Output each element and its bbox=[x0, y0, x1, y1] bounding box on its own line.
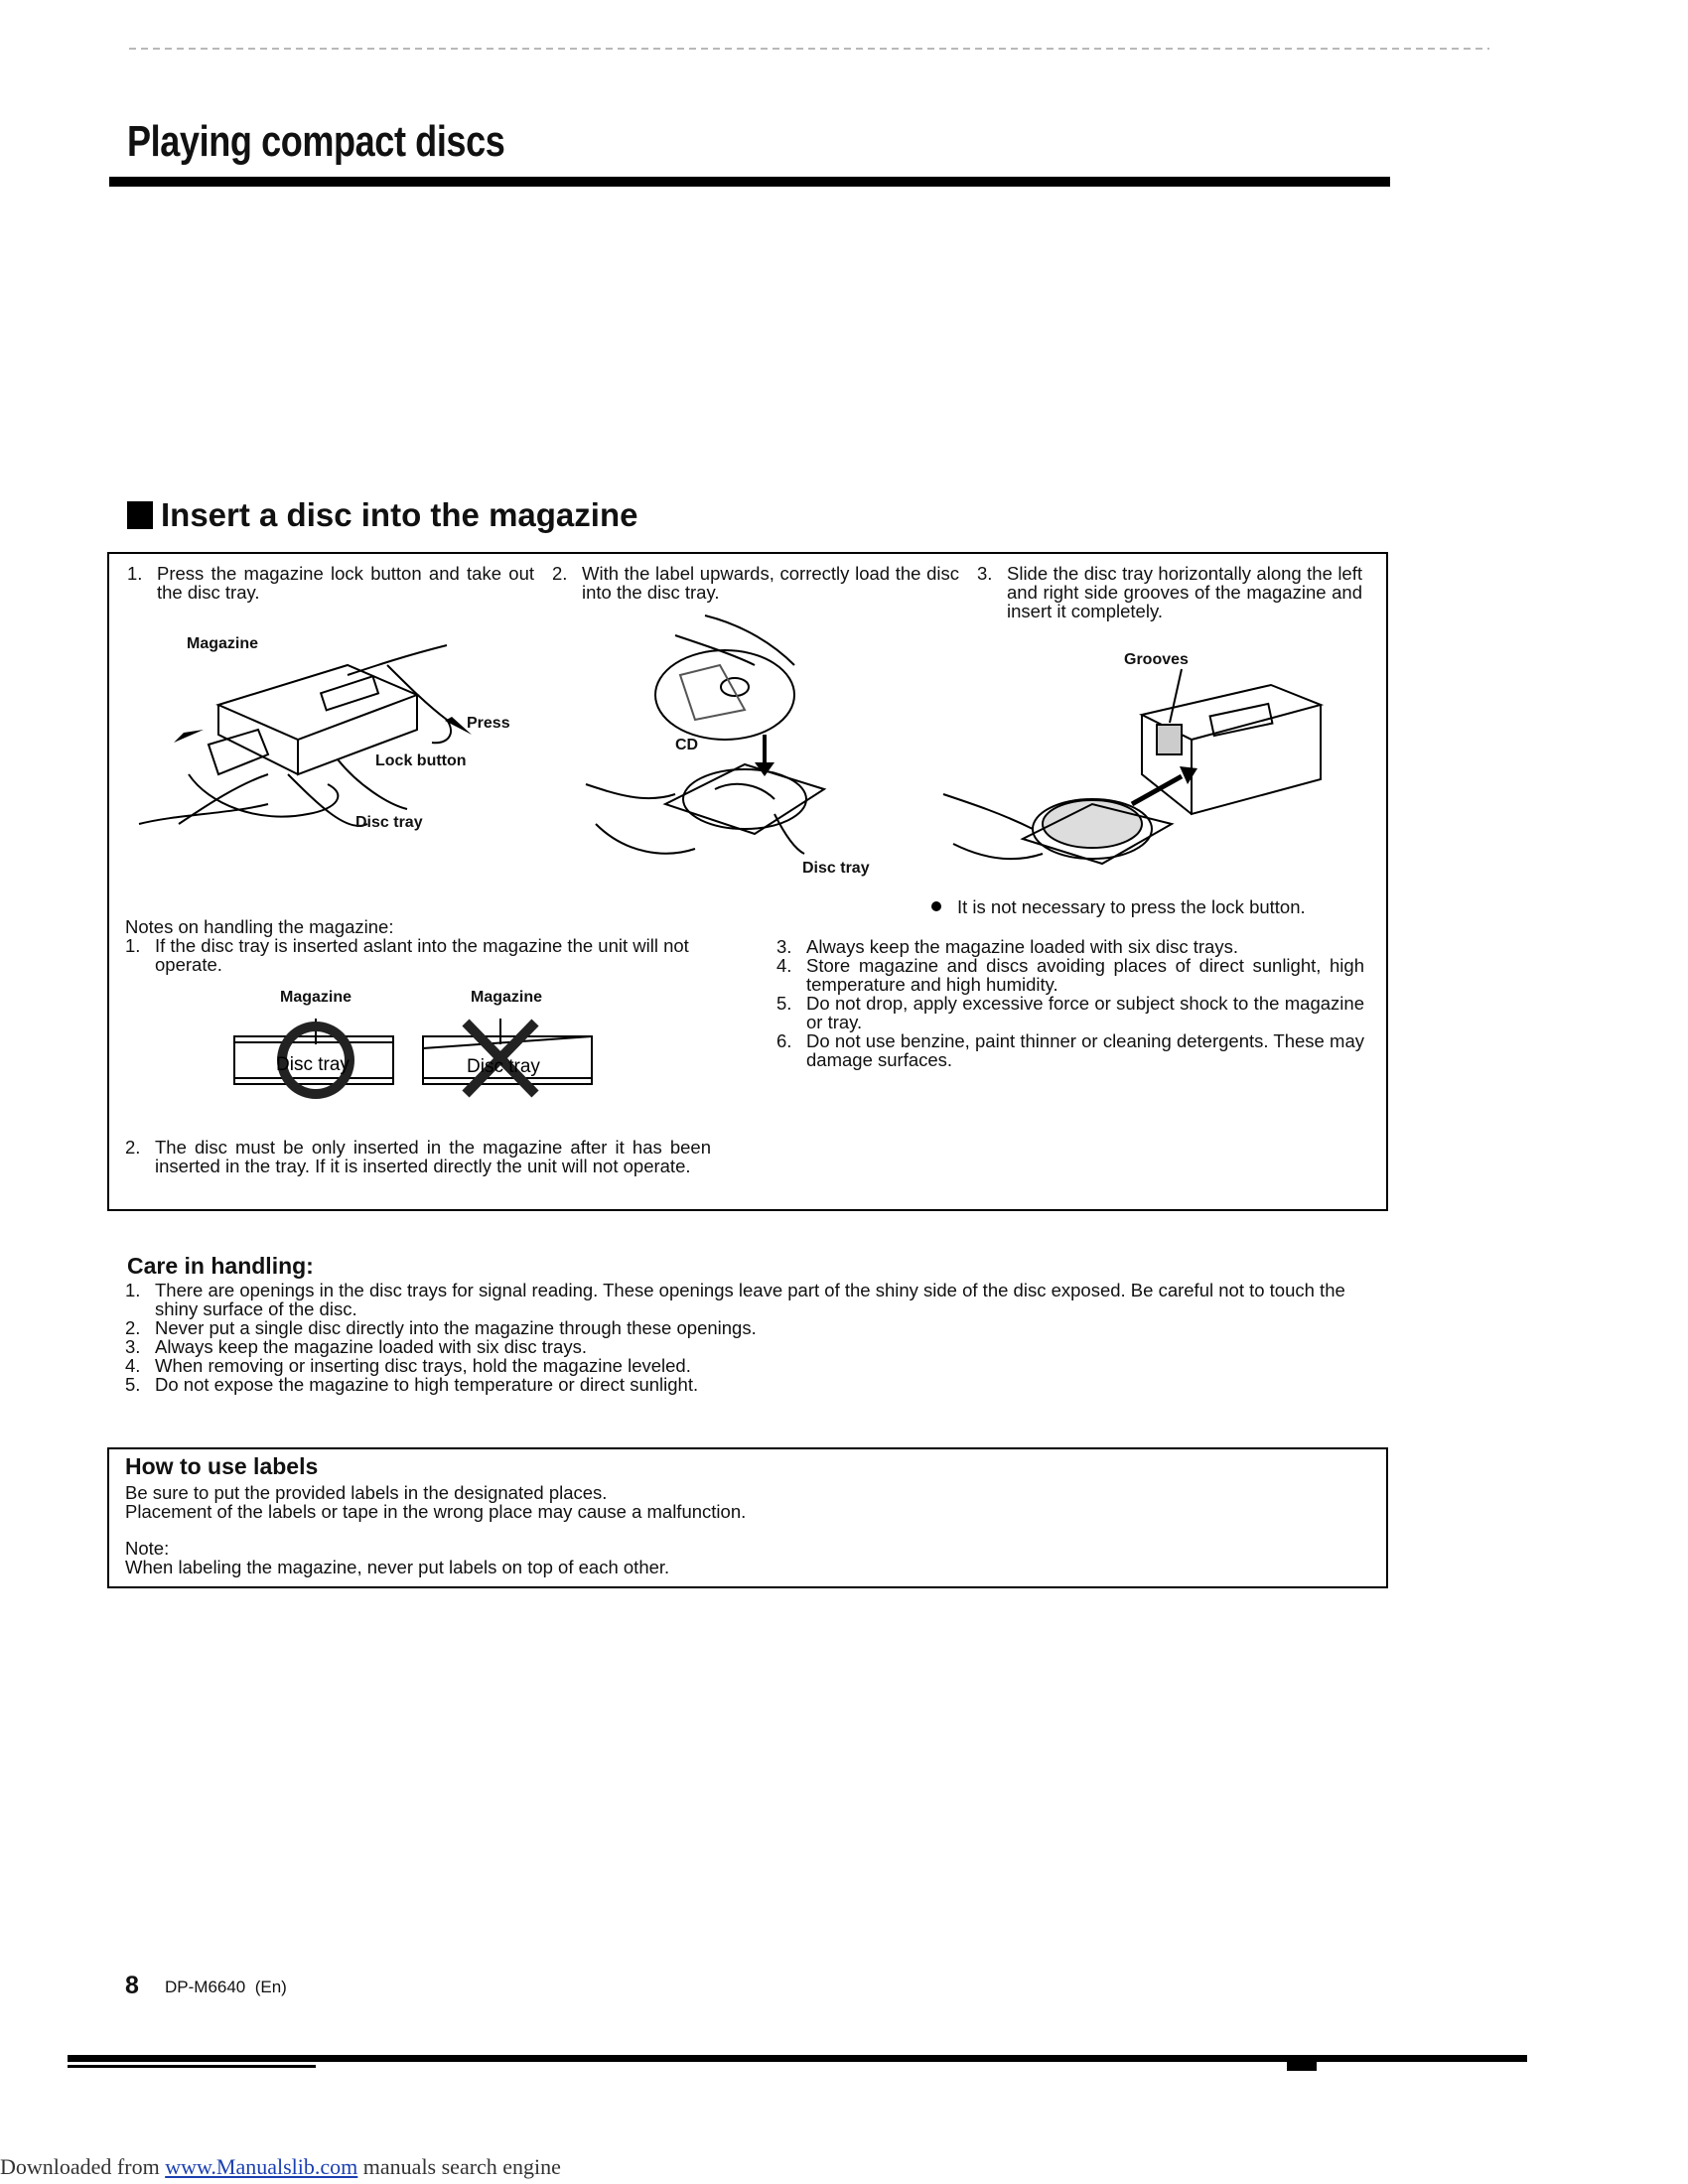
scan-artifact-dashes bbox=[129, 48, 1489, 50]
care-item-5 bbox=[125, 1375, 1366, 1394]
notes-left bbox=[125, 917, 711, 974]
step-1-text: Press the magazine lock button and take out the disc tray. bbox=[157, 563, 534, 603]
care-item-2 bbox=[125, 1318, 1366, 1337]
labels-heading: How to use labels bbox=[125, 1453, 319, 1479]
labels-line-2: Placement of the labels or tape in the wrong place may cause a malfunction. bbox=[125, 1501, 747, 1522]
step-2 bbox=[552, 564, 959, 602]
note-item-3 bbox=[776, 937, 1364, 956]
notes-heading: Notes on handling the magazine: bbox=[125, 916, 394, 937]
care-text: Always keep the magazine loaded with six disc trays. bbox=[155, 1336, 587, 1357]
care-text: There are openings in the disc trays for signal reading. These openings leave part of the shiny side of the disc exposed. Be careful not to touch the shiny surface of the disc. bbox=[155, 1280, 1345, 1319]
bullet-icon bbox=[931, 901, 941, 911]
section-heading bbox=[127, 496, 637, 534]
note-text: Do not drop, apply excessive force or subject shock to the magazine or tray. bbox=[806, 993, 1364, 1032]
step-1-number: 1. bbox=[127, 563, 143, 584]
bullet-note bbox=[931, 897, 1306, 916]
step-3-text: Slide the disc tray horizontally along the left and right side grooves of the magazine and insert it completely. bbox=[1007, 563, 1362, 621]
figure-load-disc bbox=[586, 615, 864, 874]
label-disc-tray-2: Disc tray bbox=[802, 860, 870, 877]
download-prefix: Downloaded from bbox=[0, 2154, 166, 2179]
step-2-text: With the label upwards, correctly load the disc into the disc tray. bbox=[582, 563, 959, 603]
tray-text-incorrect: Disc tray bbox=[467, 1056, 540, 1077]
note-item-2 bbox=[125, 1138, 711, 1175]
note-number: 1. bbox=[125, 935, 141, 956]
step-1 bbox=[127, 564, 534, 602]
care-text: Do not expose the magazine to high temperature or direct sunlight. bbox=[155, 1374, 699, 1395]
label-cd: CD bbox=[675, 737, 699, 753]
note-item-5 bbox=[776, 994, 1364, 1031]
notes-list-left bbox=[125, 936, 711, 974]
label-lock-button: Lock button bbox=[375, 752, 467, 769]
tray-text-correct: Disc tray bbox=[276, 1054, 350, 1075]
footer-rule-accent bbox=[68, 2065, 316, 2068]
step-3 bbox=[977, 564, 1362, 620]
section-title: Insert a disc into the magazine bbox=[161, 496, 638, 533]
labels-line-1: Be sure to put the provided labels in the designated places. bbox=[125, 1482, 608, 1503]
figure-incorrect-insertion bbox=[421, 1009, 600, 1098]
care-number: 2. bbox=[125, 1317, 141, 1338]
note-text: If the disc tray is inserted aslant into the magazine the unit will not operate. bbox=[155, 935, 689, 975]
care-list bbox=[125, 1281, 1366, 1394]
note-text: Always keep the magazine loaded with six disc trays. bbox=[806, 936, 1238, 957]
title-rule bbox=[109, 177, 1390, 187]
care-number: 3. bbox=[125, 1336, 141, 1357]
label-grooves: Grooves bbox=[1124, 651, 1189, 668]
care-text: Never put a single disc directly into the magazine through these openings. bbox=[155, 1317, 757, 1338]
care-text: When removing or inserting disc trays, hold the magazine leveled. bbox=[155, 1355, 691, 1376]
care-number: 5. bbox=[125, 1374, 141, 1395]
model-code bbox=[165, 1978, 287, 1997]
page-title: Playing compact discs bbox=[127, 117, 505, 166]
labels-note-text: When labeling the magazine, never put labels on top of each other. bbox=[125, 1557, 670, 1577]
model-name: DP-M6640 bbox=[165, 1978, 246, 1996]
label-magazine: Magazine bbox=[187, 635, 259, 652]
note-text: The disc must be only inserted in the magazine after it has been inserted in the tray. If it is inserted directly the unit will not operate. bbox=[155, 1137, 711, 1176]
step-3-number: 3. bbox=[977, 563, 993, 584]
note-number: 2. bbox=[125, 1137, 141, 1158]
bullet-note-text: It is not necessary to press the lock button. bbox=[957, 896, 1306, 917]
note-text: Store magazine and discs avoiding places of direct sunlight, high temperature and high humidity. bbox=[806, 955, 1364, 995]
note-item-1 bbox=[125, 936, 711, 974]
care-item-3 bbox=[125, 1337, 1366, 1356]
care-item-1 bbox=[125, 1281, 1366, 1318]
scan-mark bbox=[1287, 2057, 1317, 2071]
label-press: Press bbox=[467, 715, 510, 732]
note-number: 5. bbox=[776, 993, 792, 1014]
download-credit bbox=[0, 2154, 561, 2180]
download-suffix: manuals search engine bbox=[357, 2154, 561, 2179]
figure-remove-tray bbox=[149, 625, 526, 844]
label-magazine-correct: Magazine bbox=[280, 989, 352, 1006]
note-number: 6. bbox=[776, 1030, 792, 1051]
care-heading: Care in handling: bbox=[127, 1253, 314, 1279]
note-number: 4. bbox=[776, 955, 792, 976]
figure-correct-insertion bbox=[226, 1009, 405, 1098]
note-item-6 bbox=[776, 1031, 1364, 1069]
label-magazine-incorrect: Magazine bbox=[471, 989, 543, 1006]
care-number: 4. bbox=[125, 1355, 141, 1376]
care-number: 1. bbox=[125, 1280, 141, 1300]
note-text: Do not use benzine, paint thinner or cleaning detergents. These may damage surfaces. bbox=[806, 1030, 1364, 1070]
figure-slide-tray bbox=[943, 665, 1340, 884]
labels-note-heading: Note: bbox=[125, 1538, 170, 1559]
square-bullet-icon bbox=[127, 501, 153, 529]
notes-right bbox=[776, 937, 1364, 1069]
care-item-4 bbox=[125, 1356, 1366, 1375]
language-code: (En) bbox=[254, 1978, 287, 1996]
page-number: 8 bbox=[125, 1972, 139, 1999]
label-disc-tray: Disc tray bbox=[355, 814, 423, 831]
notes-left-2 bbox=[125, 1138, 711, 1175]
note-number: 3. bbox=[776, 936, 792, 957]
manualslib-link[interactable]: www.Manualslib.com bbox=[165, 2154, 358, 2179]
step-2-number: 2. bbox=[552, 563, 568, 584]
note-item-4 bbox=[776, 956, 1364, 994]
